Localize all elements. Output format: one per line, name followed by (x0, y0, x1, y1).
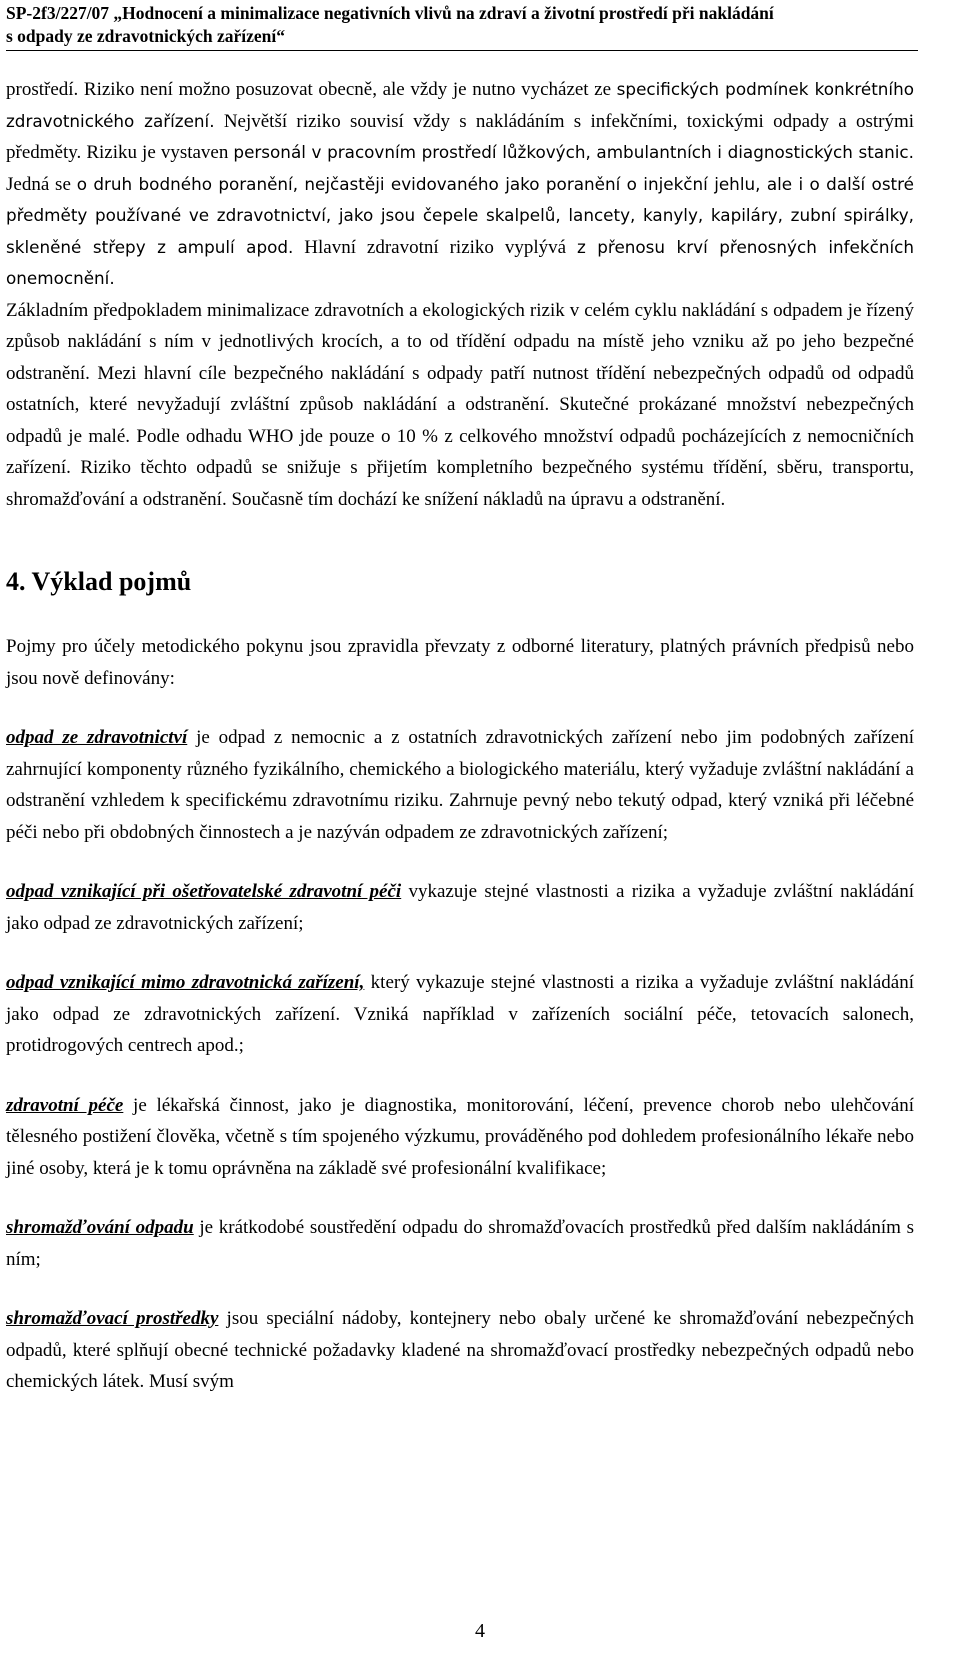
definition-term: odpad ze zdravotnictví (6, 727, 188, 748)
page-body (6, 74, 914, 1398)
definition-term: odpad vznikající mimo zdravotnická zařízení, (6, 972, 365, 993)
definition-item (6, 967, 914, 1062)
header-line-2: s odpady ze zdravotnických zařízení“ (6, 26, 286, 46)
paragraph-risk-part-h: z přenosu krví přenosných infekčních onemocnění. (6, 236, 914, 288)
paragraph-risk-part-e: Jedná se (6, 173, 71, 195)
paragraph-minimization: Základním předpokladem minimalizace zdravotních a ekologických rizik v celém cyklu nakládání s odpadem je řízený způsob nakládání s ním v jednotlivých krocích, a to od třídění odpadu na místě jeho vzniku až po jeho bezpečné odstranění. Mezi hlavní cíle bezpečného nakládání s odpady patří nutnost třídění nebezpečných odpadů od odpadů ostatních, které nevyžadují zvláštní způsob nakládání a odstranění. Skutečné prokázané množství nebezpečných odpadů je malé. Podle odhadu WHO jde pouze o 10 % z celkového množství odpadů pocházejících z nemocničních zařízení. Riziko těchto odpadů se snižuje s přijetím kompletního bezpečného systému třídění, sběru, transportu, shromažďování a odstranění. Současně tím dochází ke snížení nákladů na úpravu a odstranění. (6, 299, 914, 510)
header-divider (6, 50, 918, 51)
definition-term: shromažďovací prostředky (6, 1308, 219, 1329)
paragraph-risk-part-d: personál v pracovním prostředí lůžkových, ambulantních i diagnostických stanic. (233, 142, 914, 162)
definition-term: odpad vznikající při ošetřovatelské zdravotní péči (6, 881, 402, 902)
definition-item (6, 1090, 914, 1185)
definition-text: je krátkodobé soustředění odpadu do shromažďovacích prostředků před dalším nakládáním s ním; (6, 1217, 914, 1270)
paragraph-risk-part-b: specifických podmínek konkrétního zdravotnického zařízení. (6, 79, 915, 131)
definition-text: který vykazuje stejné vlastnosti a rizika a vyžaduje zvláštní nakládání jako odpad ze zdravotnických zařízení. Vzniká například v zařízeních sociální péče, tetovacích salonech, protidrogových centrech apod.; (6, 972, 914, 1056)
definition-item (6, 1212, 914, 1275)
definitions-intro: Pojmy pro účely metodického pokynu jsou zpravidla převzaty z odborné literatury, platných právních předpisů nebo jsou nově definovány: (6, 636, 914, 689)
definition-text: je lékařská činnost, jako je diagnostika, monitorování, léčení, prevence chorob nebo ulehčování tělesného postižení člověka, včetně s tím spojeného výzkumu, prováděného pod dohledem profesionálního lékaře nebo jiné osoby, která je k tomu oprávněna na základě své profesionální kvalifikace; (6, 1094, 914, 1179)
paragraph-risk (6, 74, 914, 295)
section-heading: 4. Výklad pojmů (6, 567, 192, 596)
definition-term: shromažďování odpadu (6, 1217, 194, 1238)
paragraph-risk-part-c: Největší riziko souvisí vždy s nakládáním s infekčními, toxickými odpady a ostrými předměty. Riziku je vystaven (6, 110, 915, 163)
paragraph-risk-part-a: prostředí. Riziko není možno posuzovat obecně, ale vždy je nutno vycházet ze (6, 79, 612, 100)
paragraph-risk-part-g: Hlavní zdravotní riziko vyplývá (293, 236, 567, 258)
definition-text: jsou speciální nádoby, kontejnery nebo obaly určené ke shromažďování nebezpečných odpadů, které splňují obecné technické požadavky kladené na shromažďovací prostředky nebezpečných odpadů nebo chemických látek. Musí svým (6, 1308, 914, 1392)
definition-term: zdravotní péče (6, 1094, 124, 1116)
running-header (6, 2, 918, 48)
paragraph-risk-part-f: o druh bodného poranění, nejčastěji evidovaného jako poranění o injekční jehlu, ale i o další ostré předměty používané ve zdravotnictví, jako jsou čepele skalpelů, lancety, kanyly, kapiláry, zubní spirálky, skleněné střepy z ampulí apod. (6, 173, 914, 257)
definition-item (6, 722, 914, 848)
definition-text: je odpad z nemocnic a z ostatních zdravotnických zařízení nebo jim podobných zařízení zahrnující komponenty různého fyzikálního, chemického a biologického materiálu, který vyžaduje zvláštní nakládání a odstranění vzhledem k specifickému zdravotnímu riziku. Zahrnuje pevný nebo tekutý odpad, který vzniká při léčebné péči nebo při obdobných činnostech a je nazýván odpadem ze zdravotnických zařízení; (6, 727, 914, 843)
definition-item (6, 1303, 914, 1398)
definition-text: vykazuje stejné vlastnosti a rizika a vyžaduje zvláštní nakládání jako odpad ze zdravotnických zařízení; (6, 881, 914, 934)
definition-item (6, 876, 914, 939)
page-number: 4 (475, 1620, 485, 1642)
header-line-1: SP-2f3/227/07 „Hodnocení a minimalizace negativních vlivů na zdraví a životní prostředí při nakládání (6, 3, 774, 23)
